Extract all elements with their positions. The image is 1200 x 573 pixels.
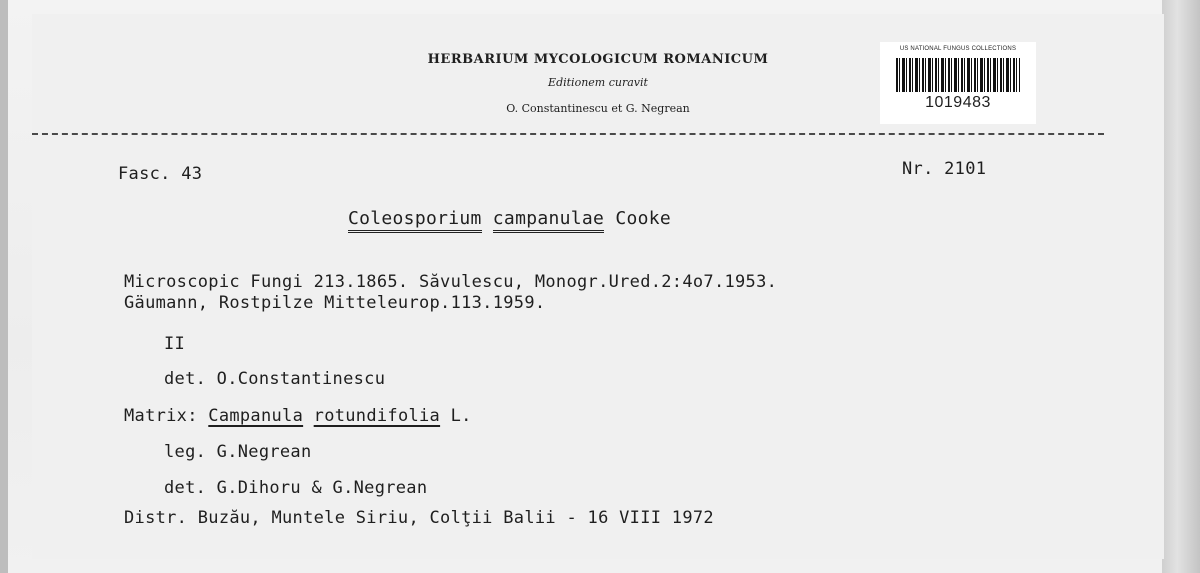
species-epithet: campanulae [493,208,604,233]
editors: O. Constantinescu et G. Negrean [506,102,690,115]
determiner-1: det. O.Constantinescu [164,369,386,389]
collector: leg. G.Negrean [164,442,312,462]
editor-caption: Editionem curavit [548,76,648,89]
specimen-number: Nr. 2101 [902,159,987,179]
reference-line-2: Gäumann, Rostpilze Mitteleurop.113.1959. [124,293,546,313]
genus-name: Coleosporium [348,208,482,233]
barcode-number: 1019483 [925,94,991,111]
spore-stage: II [164,334,186,354]
left-edge [0,0,8,573]
right-edge [1162,0,1200,573]
host-author: L. [450,406,472,426]
determiner-2: det. G.Dihoru & G.Negrean [164,478,428,498]
specimen-label [32,14,1164,559]
fascicle-number: Fasc. 43 [118,164,203,184]
species-name [348,208,671,229]
label-body [32,14,1164,559]
host-matrix [124,406,472,426]
matrix-prefix: Matrix: [124,406,198,426]
reference-line-1: Microscopic Fungi 213.1865. Săvulescu, Monogr.Ured.2:4o7.1953. [124,272,778,292]
species-author: Cooke [615,208,671,229]
host-species: rotundifolia [313,406,441,426]
locality: Distr. Buzău, Muntele Siriu, Colţii Balii - 16 VIII 1972 [124,508,714,528]
host-genus: Campanula [208,406,304,426]
barcode-caption: US NATIONAL FUNGUS COLLECTIONS [899,46,1017,52]
herbarium-title: HERBARIUM MYCOLOGICUM ROMANICUM [427,52,769,67]
